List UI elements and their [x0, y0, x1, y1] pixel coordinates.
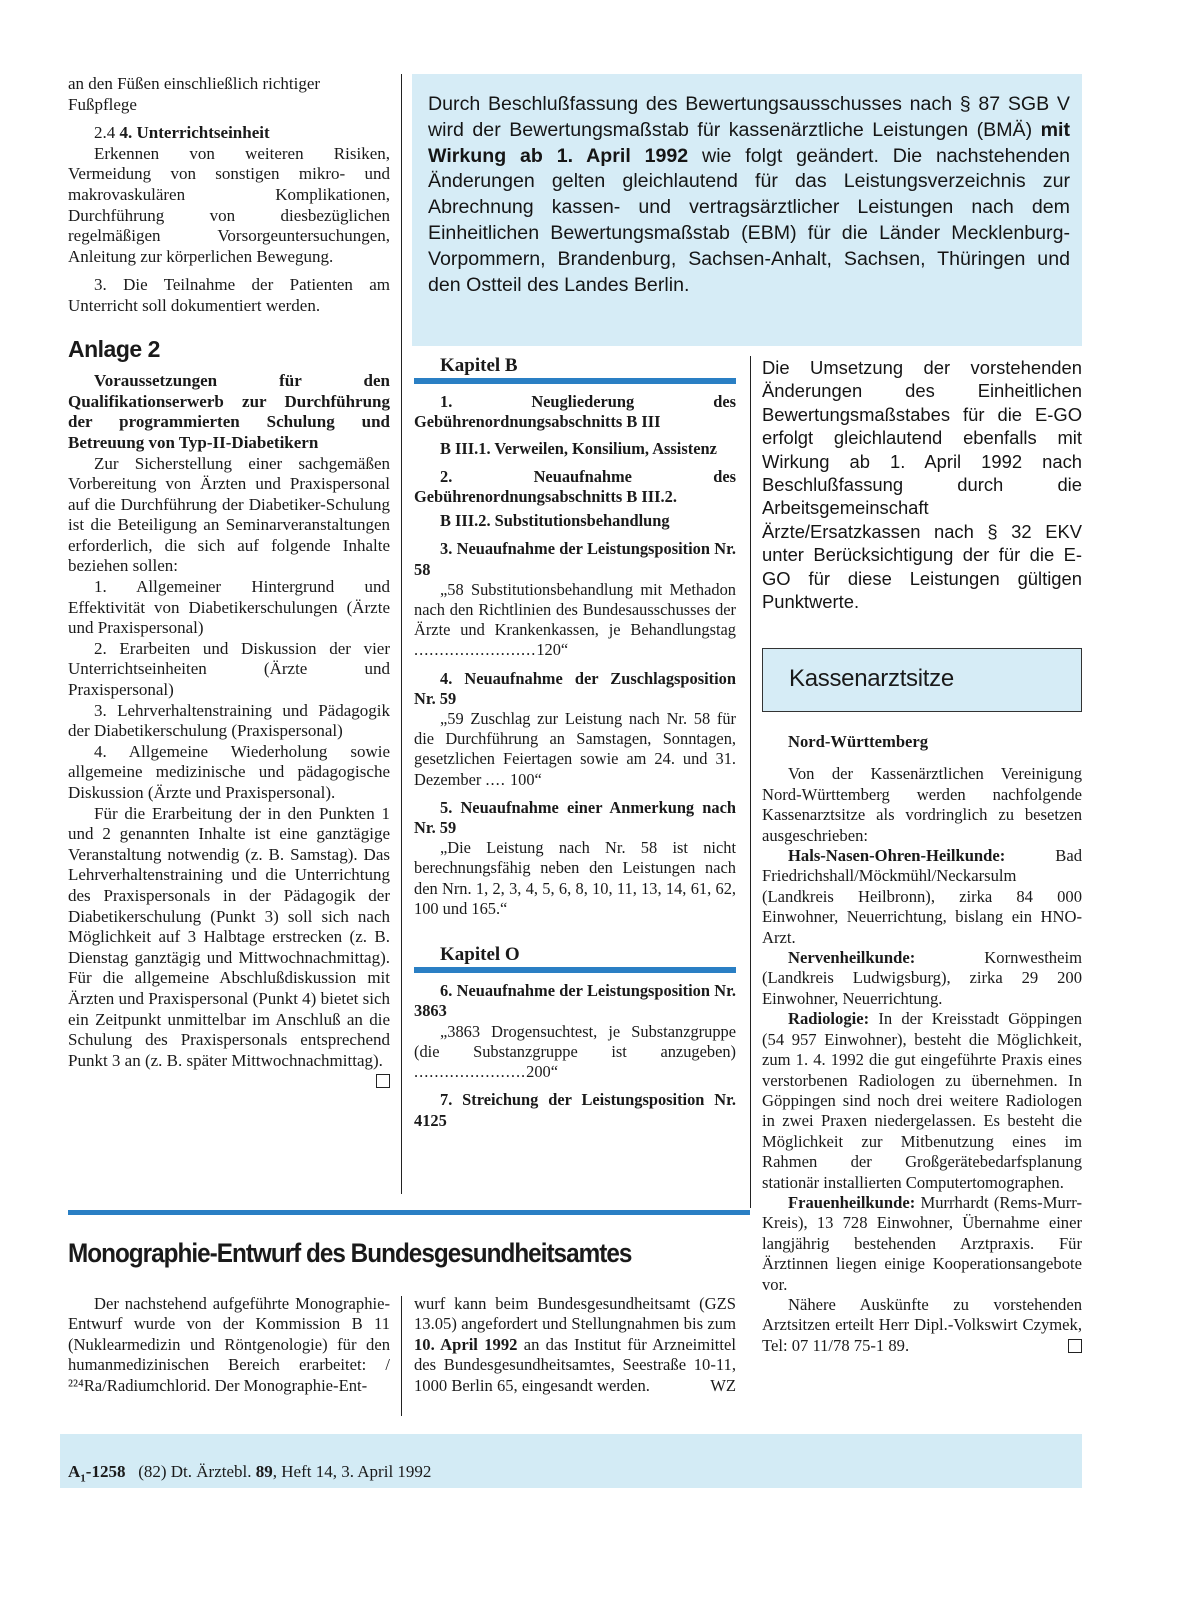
mono-column-divider	[401, 1296, 402, 1416]
kapitel-b-bar	[414, 378, 736, 384]
kasse-entry-hno-label: Hals-Nasen-Ohren-Heilkunde:	[788, 846, 1006, 866]
footer-page-ref: (82) Dt. Ärztebl.	[138, 1462, 256, 1481]
b3-heading: 3. Neuaufnahme der Leistungsposition Nr. 58	[414, 539, 736, 579]
item-2-4-text: Erkennen von weiteren Risiken, Vermeidung von sonstigen mikro- und makrovaskulären Komplikationen, Durchführung von diesbezüglichen regelmäßigen Vorsorgeuntersuchungen, Anleitung zur körperlichen Bewegung.	[68, 143, 390, 266]
mono-col-2-text	[414, 1294, 736, 1396]
anlage-list-item-1: 1. Allgemeiner Hintergrund und Effektivität von Diabetikerschulungen (Ärzte und Praxispersonal)	[68, 577, 390, 638]
mono-col-2-pre: wurf kann beim Bundesgesundheitsamt (GZS 13.05) angefordert und Stellungnahmen bis zum	[414, 1294, 736, 1334]
anlage-list-item-2: 2. Erarbeiten und Diskussion der vier Unterrichtseinheiten (Ärzte und Praxispersonal)	[68, 638, 390, 700]
kasse-column	[762, 732, 1082, 1356]
b3-text	[414, 580, 736, 661]
bma-text-post: wie folgt geändert. Die nachstehenden Änderungen gelten gleichlautend für das Leistungsverzeichnis zur Abrechnung kassen- und vertragsärztlicher Leistungen nach dem Einheitlichen Bewertungsmaßstab (EBM) für die Länder Mecklenburg-Vorpommern, Brandenburg, Sachsen-Anhalt, Sachsen, Thüringen und den Ostteil des Landes Berlin.	[428, 144, 1071, 296]
anlage-closing-text: Für die Erarbeitung der in den Punkten 1 und 2 genannten Inhalte ist eine ganztägige Veranstaltung notwendig (z. B. Samstag). Das Lehrverhaltenstraining und die Unterrichtung des Praxispersonals in der Pädagogik der Diabetikerschulung (Punkt 3) soll sich nach Möglichkeit auf 3 Halbtage erstrecken (z. B. Dienstag ganztägig und Mittwochnachmittag). Für die allgemeine Abschlußdiskussion mit Ärzten und Praxispersonal (Punkt 4) bietet sich ein Zeitpunkt unmittelbar im Anschluß an die Schulung des Praxispersonals entsprechend Punkt 3 an (z. B. später Mittwochnachmittag).	[68, 803, 390, 1070]
kapitel-o-title: Kapitel O	[440, 944, 520, 966]
anlage-title: Anlage 2	[68, 335, 160, 362]
o7-heading: 7. Streichung der Leistungsposition Nr. 4125	[414, 1090, 736, 1130]
intro-line-2: Fußpflege	[68, 94, 137, 114]
item-3-text: 3. Die Teilnahme der Patienten am Unterricht soll dokumentiert werden.	[68, 275, 390, 315]
anlage-subtitle: Voraussetzungen für den Qualifikationserwerb zur Durchführung der programmierten Schulung und Betreuung von Typ-II-Diabetikern	[68, 371, 390, 452]
kasse-entry-radiologie-label: Radiologie:	[788, 1009, 870, 1029]
kasse-entry-frauen-label: Frauenheilkunde:	[788, 1192, 916, 1212]
kasse-entry-nerven-text: Kornwestheim (Landkreis Ludwigsburg), zirka 29 200 Einwohner, Neuerrichtung.	[762, 948, 1082, 1008]
o6-text	[414, 1022, 736, 1083]
b1-sub: B III.1. Verweilen, Konsilium, Assistenz	[440, 438, 717, 458]
middle-column	[414, 356, 736, 1131]
footer-volume: 89	[255, 1462, 273, 1481]
kasse-entry-hno	[762, 846, 1082, 948]
kapitel-o-bar	[414, 967, 736, 973]
kassenarztsitze-title: Kassenarztsitze	[789, 665, 954, 692]
kasse-entry-radiologie-text: In der Kreisstadt Göppingen (54 957 Einwohner), besteht die Möglichkeit, zum 1. 4. 1992 die gut eingeführte Praxis eines verstorbenen Radiologen zu übernehmen. In Göppingen sind noch drei weitere Radiologen in zwei Praxen niedergelassen. Es besteht die Möglichkeit zur Mitbenutzung eines im Rahmen der Großgerätebedarfsplanung stationär installierten Computertomographen.	[762, 1009, 1082, 1192]
column-divider-left	[401, 74, 402, 1194]
o6-value: 200“	[526, 1062, 559, 1082]
kasse-entry-frauen	[762, 1193, 1082, 1295]
anlage-list-item-4: 4. Allgemeine Wiederholung sowie allgemeine medizinische und pädagogische Diskussion (Ärzte und Praxispersonal).	[68, 741, 390, 802]
b5-text: „Die Leistung nach Nr. 58 ist nicht berechnungsfähig neben den Leistungen nach den Nrn. 1, 2, 3, 4, 5, 6, 8, 10, 11, 13, 14, 61, 62, 100 und 165.“	[414, 838, 736, 918]
mono-col-1-text: Der nachstehend aufgeführte Monographie-Entwurf wurde von der Kommission B 11 (Nuklearmedizin und Röntgenologie) für den humanmedizinischen Bereich erarbeitet: /²²⁴Ra/Radiumchlorid. Der Monographie-Ent-	[68, 1294, 390, 1395]
footer-issue: , Heft 14, 3. April 1992	[272, 1462, 432, 1481]
b5-heading: 5. Neuaufnahme einer Anmerkung nach Nr. 59	[414, 797, 736, 838]
bma-notice-text	[428, 92, 1070, 298]
b3-body: „58 Substitutionsbehandlung mit Methadon nach den Richtlinien des Bundesausschusses der Ärzte und Krankenkassen, je Behandlungstag	[414, 579, 736, 640]
anlage-closing	[68, 804, 390, 1072]
kasse-entry-nerven-label: Nervenheilkunde:	[788, 948, 916, 968]
b4-body: „59 Zuschlag zur Leistung nach Nr. 58 für die Durchführung an Samstagen, Sonntagen, gesetzlichen Feiertagen sowie am 24. und 31. Dezember	[414, 709, 736, 789]
footer-page-sub: 1	[80, 1472, 86, 1485]
mono-signature: WZ	[710, 1375, 736, 1395]
bma-text-pre: Durch Beschlußfassung des Bewertungsausschusses nach § 87 SGB V wird der Bewertungsmaßstab für kassenärztliche Leistungen (BMÄ)	[428, 93, 1070, 141]
footer-page-number: -1258	[85, 1462, 126, 1481]
kasse-intro: Von der Kassenärztlichen Vereinigung Nord-Württemberg werden nachfolgende Kassenarztsitze als vordringlich zu besetzen ausgeschrieben:	[762, 764, 1082, 845]
mono-col-2-post: an das Institut für Arzneimittel des Bundesgesundheitsamtes, Seestraße 10-11, 1000 Berlin 65, eingesandt werden.	[414, 1334, 737, 1395]
b1-heading: 1. Neugliederung des Gebührenordnungsabschnitts B III	[414, 392, 736, 432]
b4-heading: 4. Neuaufnahme der Zuschlagsposition Nr. 59	[414, 668, 736, 708]
b3-dots: ........................	[414, 640, 537, 660]
kapitel-b-title: Kapitel B	[440, 355, 518, 376]
b4-dots: ....	[485, 769, 506, 789]
kasse-entry-frauen-text: Murrhardt (Rems-Murr-Kreis), 13 728 Einwohner, Übernahme einer langjährig bestehenden Arztpraxis. Für Ärztinnen liegen einige Kooperationsangebote vor.	[762, 1192, 1082, 1294]
mono-col-2	[414, 1294, 736, 1396]
item-2-4-number: 2.4	[94, 123, 116, 143]
footer-page-letter: A	[68, 1462, 81, 1481]
mono-title: Monographie-Entwurf des Bundesgesundheitsamtes	[68, 1238, 632, 1268]
mono-top-rule	[68, 1210, 750, 1215]
anlage-intro: Zur Sicherstellung einer sachgemäßen Vorbereitung von Ärzten und Praxispersonal auf die Durchführung der Diabetiker-Schulung ist die Beteiligung an Seminarveranstaltungen erforderlich, die sich auf folgende Inhalte beziehen sollen:	[68, 453, 390, 576]
umsetzung-text: Die Umsetzung der vorstehenden Änderungen des Einheitlichen Bewertungsmaßstabes für die E-GO erfolgt gleichlautend ebenfalls mit Wirkung ab 1. April 1992 nach Beschlußfassung durch die Arbeitsgemeinschaft Ärzte/Ersatzkassen nach § 32 EKV unter Berücksichtigung der für die E-GO für diese Leistungen gültigen Punktwerte.	[762, 357, 1082, 613]
b2-sub: B III.2. Substitutionsbehandlung	[440, 511, 670, 531]
item-2-4-title: 4. Unterrichtseinheit	[119, 123, 270, 143]
kasse-entry-nerven	[762, 948, 1082, 1009]
kasse-entry-hno-text: Bad Friedrichshall/Möckmühl/Neckarsulm (Landkreis Heilbronn), zirka 84 000 Einwohner, Neuerrichtung, bislang ein HNO-Arzt.	[762, 846, 1082, 947]
mono-col-2-date: 10. April 1992	[414, 1334, 518, 1354]
kasse-region: Nord-Württemberg	[788, 732, 929, 751]
o6-dots: ......................	[414, 1062, 527, 1082]
intro-line-1: an den Füßen einschließlich richtiger	[68, 74, 321, 93]
mono-col-1	[68, 1294, 390, 1396]
footer-citation	[68, 1462, 431, 1484]
anlage-list-item-3: 3. Lehrverhaltenstraining und Pädagogik der Diabetikerschulung (Praxispersonal)	[68, 700, 390, 741]
column-divider-right	[750, 356, 751, 1208]
o6-heading: 6. Neuaufnahme der Leistungsposition Nr. 3863	[414, 981, 736, 1021]
item-2-4-heading	[68, 123, 390, 144]
kassenarztsitze-box	[762, 648, 1082, 712]
end-square-icon	[1068, 1339, 1082, 1353]
b4-value: 100“	[509, 769, 542, 789]
bma-text-bold: mit Wirkung ab 1. April 1992	[428, 118, 1070, 167]
b4-text	[414, 709, 736, 790]
kasse-entry-radiologie	[762, 1009, 1082, 1193]
kasse-outro-text: Nähere Auskünfte zu vorstehenden Arztsitzen erteilt Herr Dipl.-Volkswirt Czymek, Tel: 07 11/78 75-1 89.	[762, 1294, 1082, 1355]
b3-value: 120“	[536, 640, 569, 660]
o6-body: „3863 Drogensuchtest, je Substanzgruppe (die Substanzgruppe ist anzugeben)	[414, 1021, 736, 1061]
left-column	[68, 74, 390, 1088]
end-square-icon	[376, 1074, 390, 1088]
kasse-outro	[762, 1295, 1082, 1356]
b2-heading: 2. Neuaufnahme des Gebührenordnungsabschnitts B III.2.	[414, 466, 736, 507]
